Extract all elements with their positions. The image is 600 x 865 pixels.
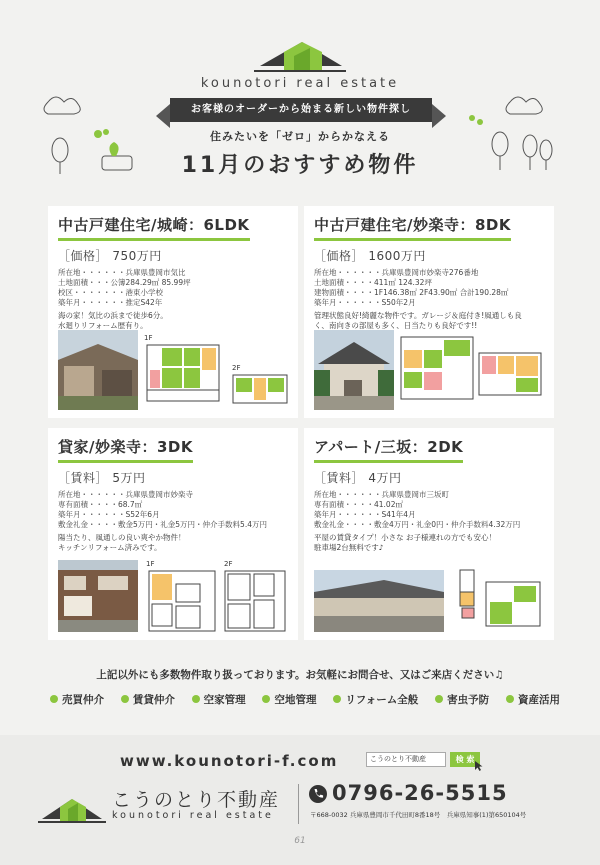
desc-line: 海の家！気比の浜まで徒歩6分。 bbox=[58, 311, 168, 320]
listing-price: ［価格］ 1600万円 bbox=[314, 249, 426, 263]
spec-line: 所在地・・・・・・兵庫県豊岡市妙楽寺 bbox=[58, 490, 193, 499]
search-button[interactable]: 検 索 bbox=[450, 752, 480, 767]
service-item: 空家管理 bbox=[192, 692, 246, 707]
service-item: 資産活用 bbox=[506, 692, 560, 707]
floor-plan-2f bbox=[224, 570, 286, 632]
service-list bbox=[50, 692, 560, 707]
floor-plan-2f bbox=[478, 352, 542, 396]
listing-title: 中古戸建住宅/妙楽寺：8DK bbox=[314, 214, 511, 241]
listing-specs bbox=[58, 268, 288, 308]
service-item: 売買仲介 bbox=[50, 692, 104, 707]
listing-description bbox=[58, 311, 288, 331]
desc-line: 水廻りリフォーム歴有り。 bbox=[58, 321, 148, 330]
listing-card-kinosaki[interactable] bbox=[48, 206, 298, 418]
spec-line: 築年月・・・・・・S41年4月 bbox=[314, 510, 416, 519]
listing-price: ［価格］ 750万円 bbox=[58, 249, 162, 263]
spec-line: 専有面積・・・・41.02㎡ bbox=[314, 500, 403, 509]
desc-line: 陽当たり、風通しの良い爽やか物件！ bbox=[58, 533, 186, 542]
ribbon-banner: お客様のオーダーから始まる新しい物件探し bbox=[170, 98, 432, 122]
floor-label: 1F bbox=[146, 560, 155, 568]
phone-icon bbox=[308, 784, 328, 804]
listing-card-myorakuji-rental[interactable] bbox=[48, 428, 298, 640]
spec-line: 専有面積・・・・68.7㎡ bbox=[58, 500, 143, 509]
spec-line: 土地面積・・・・411㎡ 124.32坪 bbox=[314, 278, 432, 287]
spec-line: 所在地・・・・・・兵庫県豊岡市三坂町 bbox=[314, 490, 449, 499]
listing-card-misaka[interactable] bbox=[304, 428, 554, 640]
floor-plan-1f bbox=[146, 344, 220, 402]
property-photo bbox=[58, 560, 138, 632]
phone-number[interactable]: 0796-26-5515 bbox=[332, 781, 508, 805]
tagline: 住みたいを「ゼロ」からかなえる bbox=[210, 130, 390, 143]
company-name-en: kounotori real estate bbox=[112, 810, 274, 821]
search-input[interactable]: こうのとり不動産 bbox=[366, 752, 446, 767]
listing-title: アパート/三坂：2DK bbox=[314, 436, 463, 463]
spec-line: 敷金礼金・・・・敷金4万円・礼金0円・仲介手数料4.32万円 bbox=[314, 520, 521, 529]
spec-line: 校区・・・・・・・港東小学校 bbox=[58, 288, 163, 297]
listing-description bbox=[314, 533, 544, 553]
floor-plan-2f bbox=[232, 374, 288, 404]
spec-line: 建物面積・・・・1F146.38㎡ 2F43.90㎡ 合計190.28㎡ bbox=[314, 288, 509, 297]
floor-label: 1F bbox=[144, 334, 153, 342]
listing-title: 貸家/妙楽寺：3DK bbox=[58, 436, 193, 463]
desc-line: 平屋の賃貸タイプ！小さな お子様連れの方でも安心！ bbox=[314, 533, 497, 542]
floor-plan-1f bbox=[148, 570, 216, 632]
desc-line: 管理状態良好!綺麗な物件です。ガレージ＆庭付き!風通しも良 bbox=[314, 311, 522, 320]
desc-line: く、南向きの部屋も多く、日当たりも良好です!! bbox=[314, 321, 478, 330]
spec-line: 敷金礼金・・・・敷金5万円・礼金5万円・仲介手数料5.4万円 bbox=[58, 520, 267, 529]
spec-line: 土地面積・・・公簿284.29㎡ 85.99坪 bbox=[58, 278, 191, 287]
desc-line: 駐車場2台無料です♪ bbox=[314, 543, 384, 552]
spec-line: 所在地・・・・・・兵庫県豊岡市妙楽寺276番地 bbox=[314, 268, 479, 277]
divider bbox=[298, 784, 299, 824]
spec-line: 築年月・・・・・・S50年2月 bbox=[314, 298, 416, 307]
page-title: 11月のおすすめ物件 bbox=[181, 153, 419, 178]
brand-name-en: kounotori real estate bbox=[200, 76, 400, 91]
floor-plan-1f bbox=[400, 336, 474, 400]
desc-line: キッチンリフォーム済みです。 bbox=[58, 543, 162, 552]
company-address: 〒668-0032 兵庫県豊岡市千代田町8番18号 兵庫県知事(1)第650104号 bbox=[310, 811, 527, 819]
more-listings-note: 上記以外にも多数物件取り扱っております。お気軽にお問合せ、又はご来店ください♫ bbox=[96, 669, 504, 681]
listing-specs bbox=[314, 268, 544, 308]
doodle-trees-right-icon bbox=[460, 88, 560, 188]
spec-line: 所在地・・・・・・兵庫県豊岡市気比 bbox=[58, 268, 186, 277]
company-name-jp: こうのとり不動産 bbox=[112, 789, 281, 811]
property-photo bbox=[58, 330, 138, 410]
house-logo-icon bbox=[250, 36, 350, 74]
floor-label: 2F bbox=[232, 364, 241, 372]
company-logo-icon bbox=[38, 785, 106, 825]
listing-specs bbox=[58, 490, 288, 530]
floor-plan bbox=[456, 568, 542, 632]
property-photo bbox=[314, 330, 394, 410]
service-item: 害虫予防 bbox=[435, 692, 489, 707]
property-photo bbox=[314, 570, 444, 632]
spec-line: 築年月・・・・・・S52年6月 bbox=[58, 510, 160, 519]
listing-title: 中古戸建住宅/城崎：6LDK bbox=[58, 214, 250, 241]
service-item: 空地管理 bbox=[262, 692, 316, 707]
service-item: リフォーム全般 bbox=[333, 692, 418, 707]
listing-description bbox=[58, 533, 288, 553]
service-item: 賃貸仲介 bbox=[121, 692, 175, 707]
cursor-icon bbox=[474, 760, 484, 772]
listing-card-myorakuji-house[interactable] bbox=[304, 206, 554, 418]
listing-price: ［賃料］ 4万円 bbox=[314, 471, 402, 485]
floor-label: 2F bbox=[224, 560, 233, 568]
page-number: 61 bbox=[294, 836, 306, 846]
listing-description bbox=[314, 311, 544, 331]
listing-price: ［賃料］ 5万円 bbox=[58, 471, 146, 485]
doodle-trees-left-icon bbox=[42, 88, 142, 188]
spec-line: 築年月・・・・・・推定S42年 bbox=[58, 298, 163, 307]
website-url[interactable]: www.kounotori-f.com bbox=[120, 752, 339, 770]
listing-specs bbox=[314, 490, 544, 530]
